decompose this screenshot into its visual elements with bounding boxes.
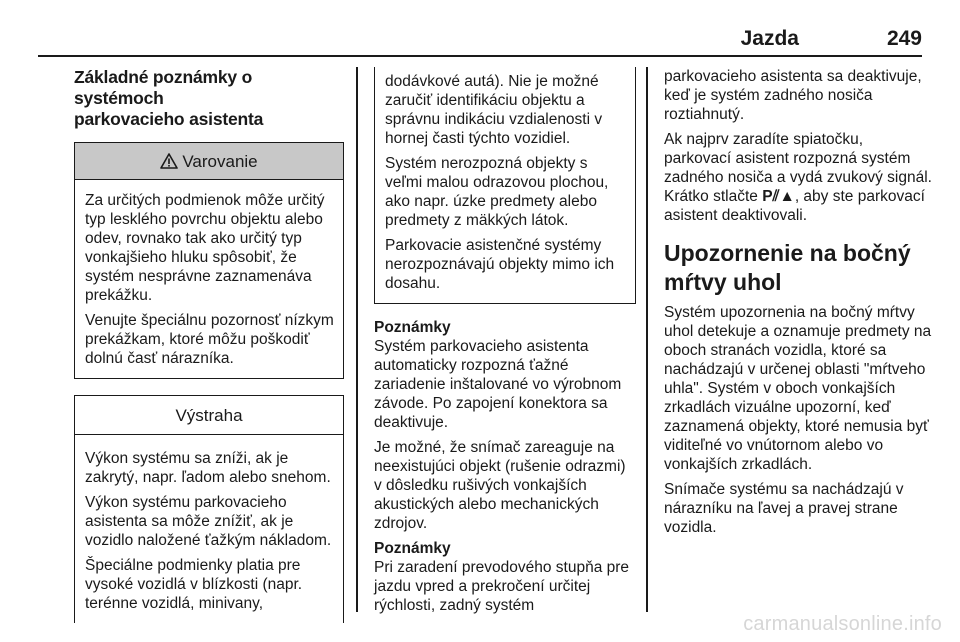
note-title: Poznámky [374, 319, 451, 336]
caution-box [74, 395, 344, 623]
note-paragraph: Je možné, že snímač zareaguje na neexistujúci objekt (rušenie odrazmi) v dôsledku rušivých vonkajších akustických alebo mechanických zdrojov. [374, 439, 626, 532]
caution-continued-body [375, 67, 635, 303]
warning-box [74, 142, 344, 379]
caution-paragraph: Špeciálne podmienky platia pre vysoké vozidlá v blízkosti (napr. terénne vozidlá, minivany, [85, 557, 303, 612]
note-paragraph: Systém parkovacieho asistenta automaticky rozpozná ťažné zariadenie inštalované vo výrobnom závode. Po zapojení konektora sa deaktivuje. [374, 338, 622, 431]
caution-paragraph: Parkovacie asistenčné systémy nerozpoznávajú objekty mimo ich dosahu. [385, 237, 615, 292]
caution-paragraph: Systém nerozpozná objekty s veľmi malou odrazovou plochou, ako napr. úzke predmety alebo predmety z mäkkých látok. [385, 155, 609, 229]
footer-watermark: carmanualsonline.info [743, 613, 942, 635]
page-header [38, 27, 922, 53]
body-paragraph: Snímače systému sa nachádzajú v nárazníku na ľavej a pravej strane vozidla. [664, 481, 904, 536]
warning-paragraph: Venujte špeciálnu pozornosť nízkym prekážkam, ktoré môžu poškodiť dolnú časť nárazníka. [85, 312, 334, 367]
header-rule [38, 55, 922, 57]
caution-paragraph: Výkon systému sa zníži, ak je zakrytý, napr. ľadom alebo snehom. [85, 450, 331, 486]
page-number: 249 [886, 27, 922, 50]
caution-box-continued [374, 67, 636, 304]
warning-paragraph: Za určitých podmienok môže určitý typ lesklého povrchu objektu alebo odev, rovnako tak ako určitý typ vonkajšieho hluku spôsobiť, že systém nesprávne zaznamenáva prekážku. [85, 192, 325, 304]
note-paragraph: Pri zaradení prevodového stupňa pre jazdu vpred a prekročení určitej rýchlosti, zadný systém [374, 559, 630, 614]
parking-assist-button-icon: P⫽▲ [762, 188, 795, 205]
column-3 [664, 67, 934, 543]
caution-title: Výstraha [175, 405, 243, 425]
column-2 [374, 67, 636, 621]
body-paragraph: Systém upozornenia na bočný mŕtvy uhol detekuje a oznamuje predmety na oboch stranách vozidla, ktoré sa nachádzajú v určenej oblasti "mŕtveho uhla". Systém v oboch vonkajších zrkadlách vizuálne upozorní, keď zaznamená objekty, ktoré nemusia byť viditeľné vo vnútornom alebo vo vonkajších zrkadlách. [664, 304, 932, 473]
body-paragraph: parkovacieho asistenta sa deaktivuje, keď je systém zadného nosiča roztiahnutý. [664, 68, 922, 123]
caution-box-header [75, 396, 343, 435]
body-paragraph [664, 130, 934, 225]
warning-box-body [75, 180, 343, 378]
note-title: Poznámky [374, 540, 451, 557]
section-heading-line1: Upozornenie na bočný [664, 240, 911, 266]
column-divider-2 [646, 67, 648, 612]
subsection-heading [74, 67, 344, 130]
column-divider-1 [356, 67, 358, 612]
column-1 [74, 67, 344, 623]
section-heading-line2: mŕtvy uhol [664, 269, 782, 295]
body-text: Ak najprv zaradíte spiatočku, parkovací asistent rozpozná systém zadného nosiča a vydá zvukový signál. Krátko stlačte [664, 131, 932, 205]
warning-box-header [75, 143, 343, 180]
note-block [374, 318, 636, 615]
warning-triangle-icon [160, 153, 178, 169]
caution-paragraph: dodávkové autá). Nie je možné zaručiť identifikáciu objektu a správnu indikáciu vzdialenosti v hornej časti týchto vozidiel. [385, 73, 603, 147]
warning-title: Varovanie [182, 151, 258, 171]
section-title: Jazda [740, 27, 799, 50]
section-heading [664, 239, 934, 297]
caution-box-body [75, 435, 343, 623]
subsection-heading-line1: Základné poznámky o systémoch [74, 67, 253, 108]
caution-paragraph: Výkon systému parkovacieho asistenta sa môže znížiť, ak je vozidlo naložené ťažkým nákladom. [85, 494, 332, 549]
subsection-heading-line2: parkovacieho asistenta [74, 109, 264, 129]
body-text: , aby ste parkovací asistent deaktivovali. [664, 188, 925, 224]
